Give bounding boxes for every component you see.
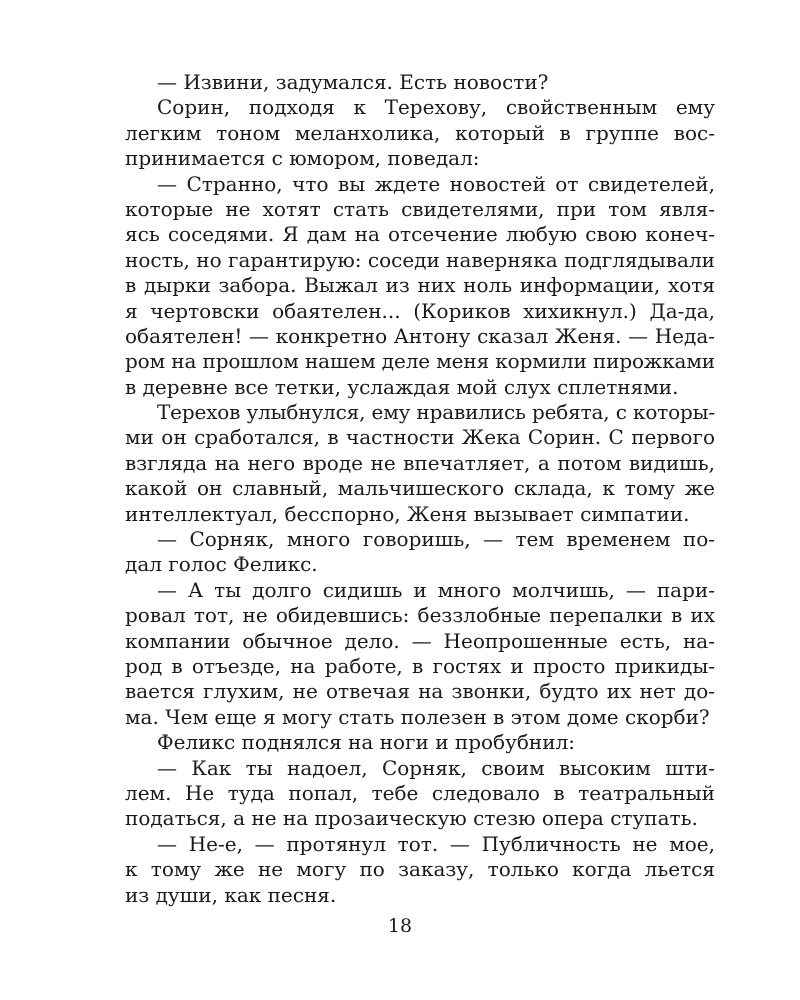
text-line: которые не хотят стать свидетелями, при том явля- (125, 196, 715, 221)
text-line: — Как ты надоел, Сорняк, своим высоким шти- (157, 755, 715, 780)
text-line: ма. Чем еще я могу стать полезен в этом доме скорби? (125, 704, 710, 729)
text-line: вается глухим, не отвечая на звонки, будто их нет до- (125, 679, 715, 704)
text-line: ром на прошлом нашем деле меня кормили пирожками (125, 349, 715, 374)
body-text (125, 70, 715, 908)
text-line: ность, но гарантирую: соседи наверняка подглядывали (125, 247, 715, 272)
text-line: род в отъезде, на работе, в гостях и просто прикиды- (125, 653, 715, 678)
text-line: из души, как песня. (125, 882, 337, 907)
text-line: обаятелен! — конкретно Антону сказал Женя. — Неда- (125, 323, 715, 348)
text-line: я чертовски обаятелен... (Кориков хихикнул.) Да-да, (125, 298, 715, 323)
text-line: ясь соседями. Я дам на отсечение любую свою конеч- (125, 222, 715, 247)
text-line: принимается с юмором, поведал: (125, 146, 480, 171)
text-line: — Не-е, — протянул тот. — Публичность не мое, (157, 831, 715, 856)
text-line: ми он сработался, в частности Жека Сорин. С первого (125, 425, 715, 450)
text-line: к тому же не могу по заказу, только когда льется (125, 857, 715, 882)
text-line: Терехов улыбнулся, ему нравились ребята, с которы- (157, 400, 715, 425)
text-line: ровал тот, не обидевшись: беззлобные перепалки в их (125, 603, 715, 628)
text-line: — А ты долго сидишь и много молчишь, — пари- (157, 577, 715, 602)
text-line: — Извини, задумался. Есть новости? (157, 70, 549, 94)
text-line: дал голос Феликс. (125, 552, 318, 577)
page-number: 18 (387, 915, 413, 937)
text-line: взгляда на него вроде не впечатляет, а потом видишь, (125, 450, 715, 475)
text-line: лем. Не туда попал, тебе следовало в театральный (125, 780, 715, 805)
text-line: — Странно, что вы ждете новостей от свидетелей, (157, 171, 715, 196)
text-line: в деревне все тетки, услаждая мой слух сплетнями. (125, 374, 679, 399)
text-line: легким тоном меланхолика, который в группе вос- (125, 120, 715, 145)
text-line: — Сорняк, много говоришь, — тем временем по- (157, 527, 715, 552)
text-line: в дырки забора. Выжал из них ноль информации, хотя (125, 273, 715, 298)
text-line: Феликс поднялся на ноги и пробубнил: (157, 730, 576, 755)
text-line: интеллектуал, бесспорно, Женя вызывает симпатии. (125, 501, 690, 526)
text-line: податься, а не на прозаическую стезю опера ступать. (125, 806, 698, 831)
text-line: компании обычное дело. — Неопрошенные есть, на- (125, 628, 715, 653)
text-line: Сорин, подходя к Терехову, свойственным ему (157, 95, 715, 120)
text-line: какой он славный, мальчишеского склада, к тому же (125, 476, 715, 501)
